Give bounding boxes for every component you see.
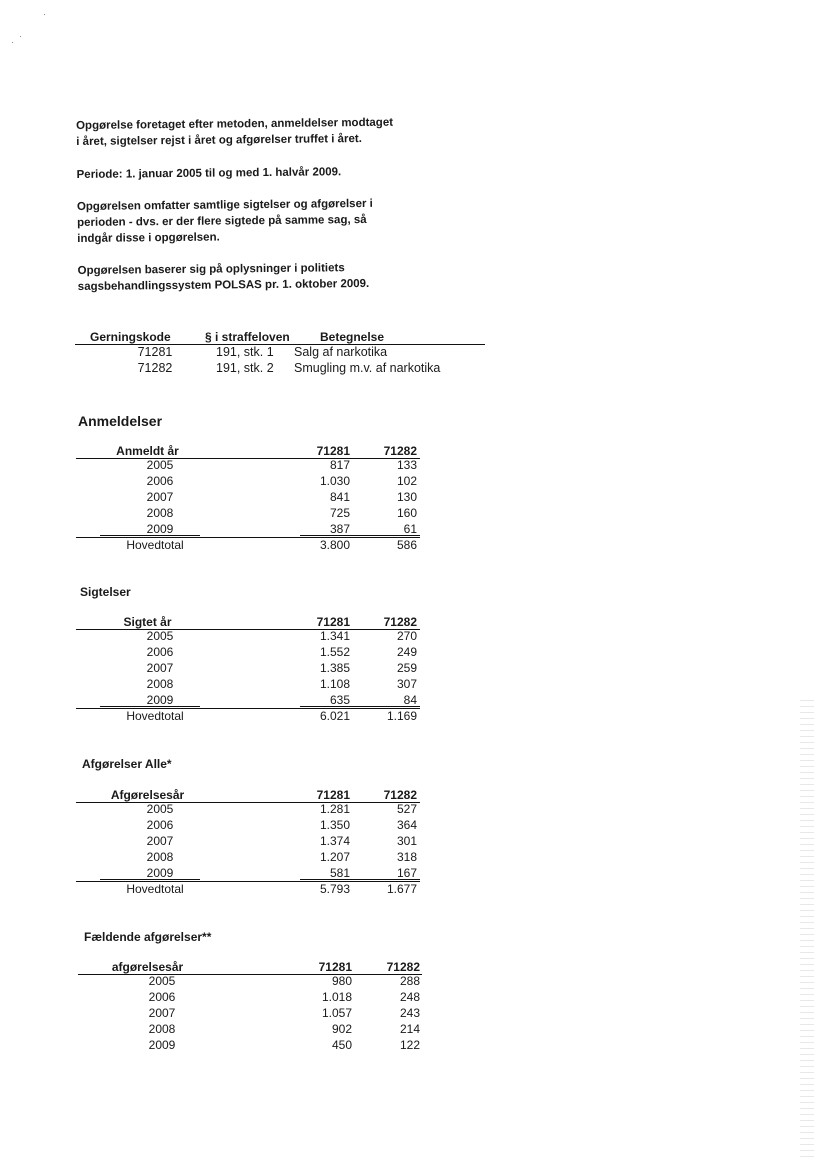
year-cell: 2007 (146, 834, 174, 848)
values-underline (300, 879, 420, 880)
value-71281: 980 (331, 974, 352, 988)
year-cell: 2006 (148, 990, 176, 1004)
value-71282: 214 (399, 1022, 420, 1036)
total-label: Hovedtotal (126, 709, 184, 723)
column-header-71281: 71281 (316, 615, 350, 629)
header-gerningskode: Gerningskode (90, 330, 171, 344)
intro-line: indgår disse i opgørelsen. (77, 231, 220, 245)
year-cell: 2007 (146, 661, 174, 675)
value-71281: 1.281 (319, 802, 350, 816)
total-71281: 6.021 (319, 709, 350, 723)
values-underline (300, 535, 420, 536)
table-row (0, 489, 826, 505)
total-71281: 5.793 (319, 882, 350, 896)
total-label: Hovedtotal (126, 538, 184, 552)
scan-edge-noise (800, 700, 814, 1160)
value-71281: 817 (329, 458, 350, 472)
codes-row (0, 344, 826, 360)
code-value: 71282 (137, 361, 173, 375)
value-71282: 102 (396, 474, 417, 488)
value-71282: 270 (396, 629, 417, 643)
value-71282: 259 (396, 661, 417, 675)
intro-line: perioden - dvs. er der flere sigtede på samme sag, så (77, 213, 367, 229)
year-cell: 2008 (146, 850, 174, 864)
value-71282: 133 (396, 458, 417, 472)
value-71281: 1.207 (319, 850, 350, 864)
intro-paragraph-1 (76, 114, 456, 150)
table-row (0, 644, 826, 660)
scan-speck (20, 36, 21, 37)
codes-header-row (0, 329, 826, 345)
value-71282: 243 (399, 1006, 420, 1020)
year-column-header: afgørelsesår (111, 960, 184, 974)
betegnelse-value: Salg af narkotika (294, 345, 388, 359)
value-71282: 61 (403, 522, 417, 536)
column-header-71281: 71281 (316, 444, 350, 458)
table-row (0, 676, 826, 692)
value-71281: 725 (329, 506, 350, 520)
scan-speck (44, 14, 45, 15)
value-71282: 318 (396, 850, 417, 864)
value-71281: 387 (329, 522, 350, 536)
values-underline (300, 706, 420, 707)
year-cell: 2008 (148, 1022, 176, 1036)
year-cell: 2008 (146, 677, 174, 691)
value-71281: 635 (329, 693, 350, 707)
year-cell: 2006 (146, 818, 174, 832)
total-row (0, 537, 826, 553)
year-column-header: Sigtet år (123, 615, 172, 629)
section-title: Fældende afgørelser** (84, 930, 212, 944)
year-cell: 2007 (148, 1006, 176, 1020)
total-71282: 586 (396, 538, 417, 552)
year-underline (100, 879, 200, 880)
column-header-71282: 71282 (383, 788, 417, 802)
value-71281: 450 (331, 1038, 352, 1052)
year-cell: 2005 (146, 629, 174, 643)
intro-line: Periode: 1. januar 2005 til og med 1. halvår 2009. (76, 166, 342, 181)
value-71282: 160 (396, 506, 417, 520)
value-71281: 1.552 (319, 645, 350, 659)
table-row (0, 817, 826, 833)
value-71281: 1.057 (321, 1006, 352, 1020)
header-paragraf: § i straffeloven (205, 330, 290, 344)
year-column-header: Anmeldt år (116, 444, 179, 458)
table-row (0, 801, 826, 817)
codes-row (0, 360, 826, 376)
year-cell: 2009 (148, 1038, 176, 1052)
intro-line: Opgørelsen omfatter samtlige sigtelser og afgørelser i (76, 197, 373, 213)
header-betegnelse: Betegnelse (320, 330, 385, 344)
table-row (0, 505, 826, 521)
value-71281: 1.108 (319, 677, 350, 691)
year-cell: 2009 (146, 693, 174, 707)
year-cell: 2007 (146, 490, 174, 504)
year-cell: 2005 (148, 974, 176, 988)
year-underline (100, 706, 200, 707)
value-71282: 248 (399, 990, 420, 1004)
value-71281: 841 (329, 490, 350, 504)
intro-line: i året, sigtelser rejst i året og afgørelser truffet i året. (76, 133, 362, 148)
table-row (0, 660, 826, 676)
year-underline (100, 535, 200, 536)
value-71281: 1.018 (321, 990, 352, 1004)
value-71282: 364 (396, 818, 417, 832)
code-value: 71281 (137, 345, 173, 359)
table-row (0, 849, 826, 865)
table-row (0, 973, 826, 989)
section-title: Anmeldelser (78, 413, 163, 429)
value-71282: 84 (403, 693, 417, 707)
year-cell: 2006 (146, 474, 174, 488)
column-header-71281: 71281 (318, 960, 352, 974)
total-71281: 3.800 (319, 538, 350, 552)
total-71282: 1.677 (386, 882, 417, 896)
section-title: Sigtelser (80, 585, 131, 599)
intro-line: Opgørelsen baserer sig på oplysninger i politiets (77, 262, 345, 277)
table-row (0, 1021, 826, 1037)
year-cell: 2005 (146, 458, 174, 472)
value-71281: 902 (331, 1022, 352, 1036)
value-71281: 1.030 (319, 474, 350, 488)
value-71282: 249 (396, 645, 417, 659)
column-header-71281: 71281 (316, 788, 350, 802)
column-header-71282: 71282 (383, 444, 417, 458)
intro-paragraph-2 (77, 163, 457, 183)
year-cell: 2009 (146, 866, 174, 880)
table-row (0, 457, 826, 473)
total-row (0, 881, 826, 897)
table-row (0, 989, 826, 1005)
value-71281: 1.374 (319, 834, 350, 848)
table-row (0, 833, 826, 849)
table-row (0, 1005, 826, 1021)
column-header-71282: 71282 (383, 615, 417, 629)
total-row (0, 708, 826, 724)
paragraf-value: 191, stk. 1 (216, 345, 274, 359)
value-71282: 301 (396, 834, 417, 848)
paragraf-value: 191, stk. 2 (216, 361, 274, 375)
year-column-header: Afgørelsesår (110, 788, 185, 802)
value-71281: 581 (329, 866, 350, 880)
betegnelse-value: Smugling m.v. af narkotika (294, 361, 441, 375)
value-71281: 1.341 (319, 629, 350, 643)
table-row (0, 1037, 826, 1053)
intro-paragraph-3 (77, 195, 457, 247)
section-title: Afgørelser Alle* (82, 757, 172, 771)
value-71281: 1.350 (319, 818, 350, 832)
intro-line: sagsbehandlingssystem POLSAS pr. 1. oktober 2009. (77, 277, 370, 293)
value-71282: 167 (396, 866, 417, 880)
total-71282: 1.169 (386, 709, 417, 723)
year-cell: 2006 (146, 645, 174, 659)
intro-paragraph-4 (78, 259, 458, 295)
value-71282: 122 (399, 1038, 420, 1052)
total-label: Hovedtotal (126, 882, 184, 896)
value-71282: 288 (399, 974, 420, 988)
value-71282: 527 (396, 802, 417, 816)
table-row (0, 628, 826, 644)
scan-speck (12, 42, 13, 43)
value-71281: 1.385 (319, 661, 350, 675)
value-71282: 130 (396, 490, 417, 504)
table-row (0, 473, 826, 489)
column-header-71282: 71282 (386, 960, 420, 974)
intro-line: Opgørelse foretaget efter metoden, anmeldelser modtaget (76, 116, 394, 132)
value-71282: 307 (396, 677, 417, 691)
year-cell: 2005 (146, 802, 174, 816)
intro-text (76, 114, 458, 295)
year-cell: 2008 (146, 506, 174, 520)
year-cell: 2009 (146, 522, 174, 536)
